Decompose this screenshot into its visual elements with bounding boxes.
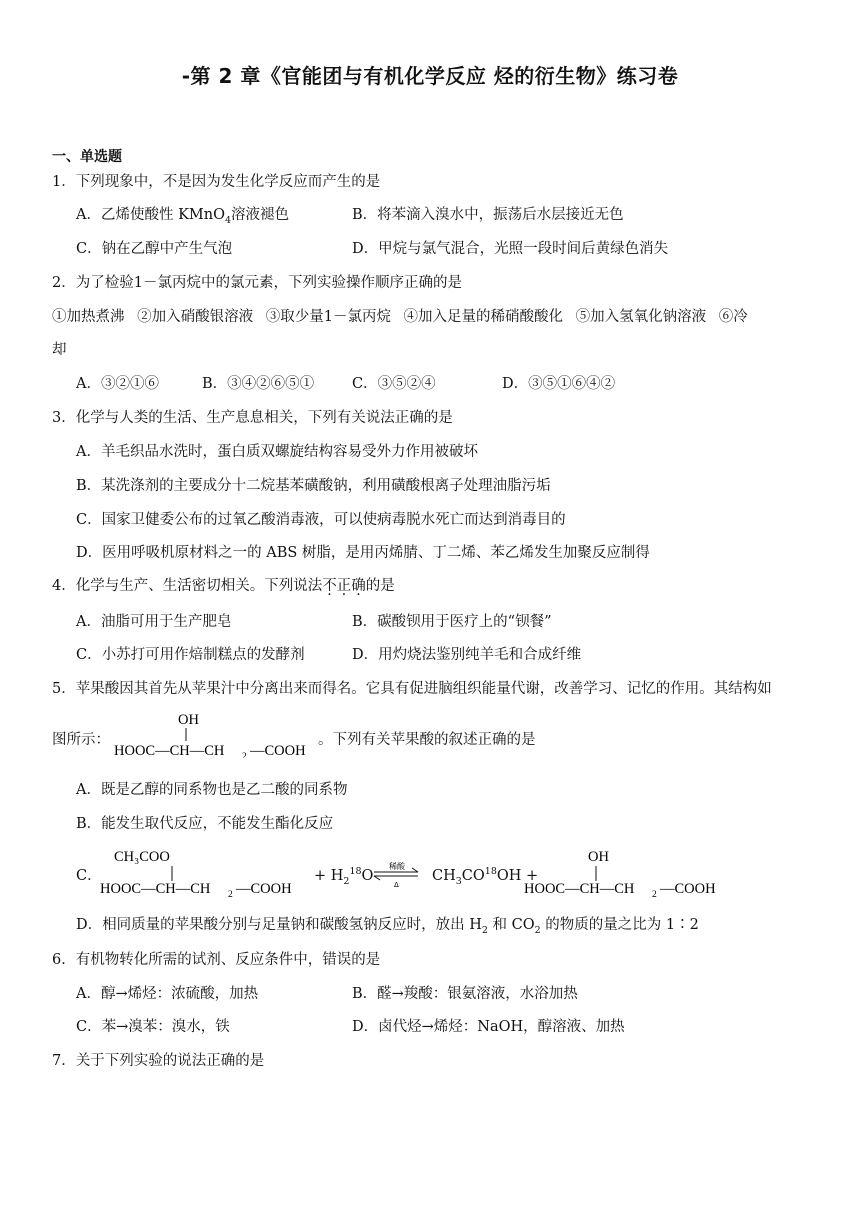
struct-sub: 2 bbox=[242, 752, 247, 758]
q1-option-b: B．将苯滴入溴水中，振荡后水层接近无色 bbox=[352, 207, 624, 223]
q5-stem-suffix: 。下列有关苹果酸的叙述正确的是 bbox=[318, 732, 536, 748]
q3-option-a: A．羊毛织品水洗时，蛋白质双螺旋结构容易受外力作用被破坏 bbox=[76, 444, 478, 460]
q5-acetic-product: $CH_3CO^{18}OH$ + bbox=[432, 866, 539, 887]
q1-stem: 1．下列现象中，不是因为发生化学反应而产生的是 bbox=[52, 174, 381, 190]
q2-stem: 2．为了检验1－氯丙烷中的氯元素，下列实验操作顺序正确的是 bbox=[52, 275, 462, 291]
struct-sub-p: 2 bbox=[652, 890, 657, 897]
condition-bottom: Δ bbox=[394, 881, 399, 888]
q5-water-reactant: + $H_2^{18}O$ bbox=[314, 866, 374, 887]
q6-option-c: C．苯→溴苯：溴水，铁 bbox=[76, 1019, 230, 1035]
q6-option-d: D．卤代烃→烯烃：NaOH，醇溶液、加热 bbox=[352, 1019, 625, 1035]
q5-option-b: B．能发生取代反应，不能发生酯化反应 bbox=[76, 816, 334, 832]
q5-option-c-label: C． bbox=[76, 868, 102, 884]
struct-end-p: —COOH bbox=[660, 881, 716, 897]
malic-acid-product-structure bbox=[522, 845, 734, 897]
struct-oh-p: OH bbox=[588, 849, 609, 865]
q2-steps: ①加热煮沸 ②加入硝酸银溶液 ③取少量1－氯丙烷 ④加入足量的稀硝酸酸化 ⑤加入氢氧化钠溶液 ⑥冷 bbox=[52, 309, 748, 325]
q4-option-a: A．油脂可用于生产肥皂 bbox=[76, 614, 232, 630]
struct-chain-p: HOOC—CH—CH bbox=[524, 881, 635, 897]
q1-option-c: C．钠在乙醇中产生气泡 bbox=[76, 241, 233, 257]
q5-stem-prefix: 图所示： bbox=[52, 732, 110, 748]
struct-end: —COOH bbox=[250, 743, 306, 758]
struct-chain: HOOC—CH—CH bbox=[114, 743, 225, 758]
q2-steps-cont: 却 bbox=[52, 342, 67, 358]
struct-oh: OH bbox=[178, 712, 199, 728]
document-title: -第 2 章《官能团与有机化学反应 烃的衍生物》练习卷 bbox=[181, 64, 679, 88]
q6-stem: 6．有机物转化所需的试剂、反应条件中，错误的是 bbox=[52, 952, 381, 968]
q7-stem: 7．关于下列实验的说法正确的是 bbox=[52, 1053, 265, 1069]
q3-option-c: C．国家卫健委公布的过氧乙酸消毒液，可以使病毒脱水死亡而达到消毒目的 bbox=[76, 512, 566, 528]
struct-chain-c: HOOC—CH—CH bbox=[100, 881, 211, 897]
section-heading: 一、单选题 bbox=[52, 149, 122, 165]
q2-option-d: D．③⑤①⑥④② bbox=[502, 376, 616, 392]
q2-option-c: C．③⑤②④ bbox=[352, 376, 436, 392]
q4-option-c: C．小苏打可用作焙制糕点的发酵剂 bbox=[76, 647, 305, 663]
q2-option-a: A．③②①⑥ bbox=[76, 376, 159, 392]
acetyl-malic-acid-structure bbox=[98, 845, 310, 897]
q5-option-a: A．既是乙醇的同系物也是乙二酸的同系物 bbox=[76, 782, 348, 798]
equilibrium-arrow bbox=[372, 860, 422, 888]
q1-option-a: A．乙烯使酸性 KMnO$_4$溶液褪色 bbox=[76, 207, 290, 226]
q3-option-b: B．某洗涤剂的主要成分十二烷基苯磺酸钠，利用磺酸根离子处理油脂污垢 bbox=[76, 478, 551, 494]
q6-option-b: B．醛→羧酸：银氨溶液，水浴加热 bbox=[352, 986, 578, 1002]
q6-option-a: A．醇→烯烃：浓硫酸，加热 bbox=[76, 986, 259, 1002]
q5-stem: 5．苹果酸因其首先从苹果汁中分离出来而得名。它具有促进脑组织能量代谢，改善学习、记忆的作用。其结构如 bbox=[52, 681, 772, 697]
q4-stem: 4．化学与生产、生活密切相关。下列说法不正确的是 bbox=[52, 578, 395, 594]
struct-ch3coo: CH₃COO bbox=[114, 849, 170, 865]
q3-option-d: D．医用呼吸机原材料之一的 ABS 树脂，是用丙烯腈、丁二烯、苯乙烯发生加聚反应制得 bbox=[76, 545, 650, 561]
q5-option-d: D．相同质量的苹果酸分别与足量钠和碳酸氢钠反应时，放出 $H_2$ 和 $CO_2$ 的物质的量之比为 1∶2 bbox=[76, 917, 699, 936]
struct-end-c: —COOH bbox=[236, 881, 292, 897]
q3-stem: 3．化学与人类的生活、生产息息相关，下列有关说法正确的是 bbox=[52, 410, 453, 426]
q4-option-b: B．碳酸钡用于医疗上的“钡餐” bbox=[352, 614, 552, 630]
q1-option-d: D．甲烷与氯气混合，光照一段时间后黄绿色消失 bbox=[352, 241, 669, 257]
malic-acid-structure bbox=[112, 708, 324, 758]
q4-option-d: D．用灼烧法鉴别纯羊毛和合成纤维 bbox=[352, 647, 582, 663]
q2-option-b: B．③④②⑥⑤① bbox=[202, 376, 315, 392]
struct-sub-c: 2 bbox=[228, 890, 233, 897]
condition-top: 稀酸 bbox=[389, 862, 405, 871]
